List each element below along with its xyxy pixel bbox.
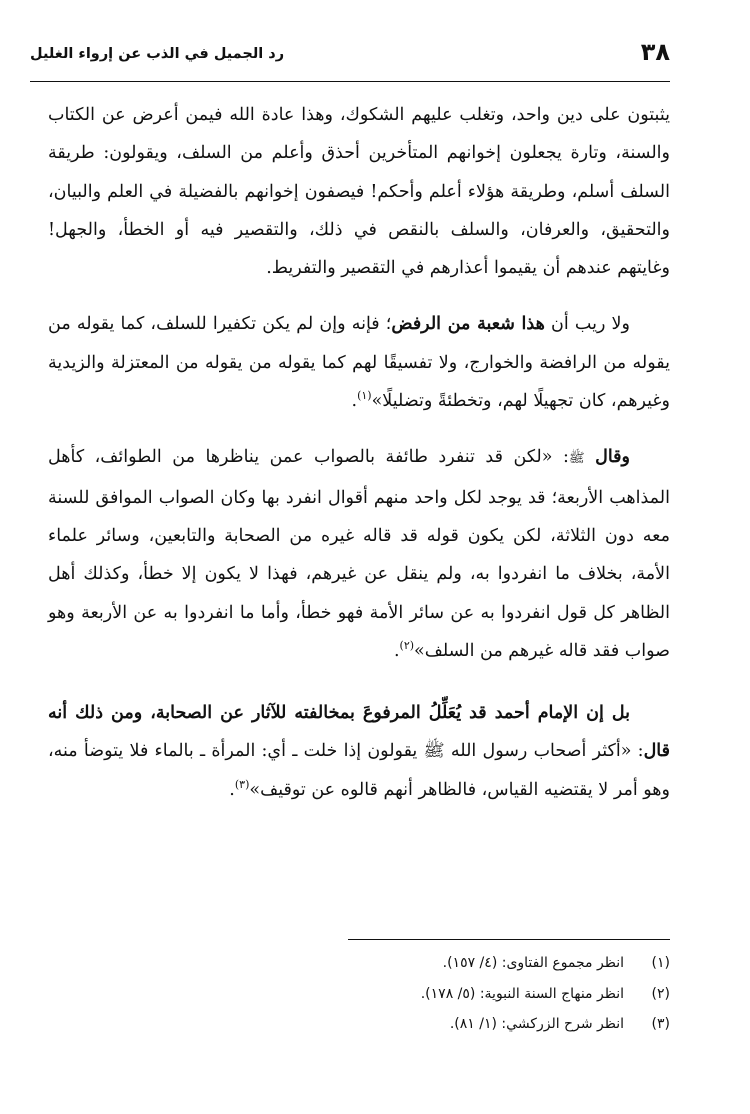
footnote-ref-3[interactable]: (٣) xyxy=(234,777,250,791)
paragraph-1-text: يثبتون على دين واحد، وتغلب عليهم الشكوك، وهذا عادة الله فيمن أعرض عن الكتاب والسنة، وتارة يجعلون إخوانهم المتأخرين أحذق وأعلم من السلف، ويقولون: طريقة السلف أسلم، وطريقة هؤلاء أعلم وأحكم! فيصفون إخوانهم بالفضيلة في العلم والبيان، والتحقيق، والعرفان، والسلف بالنقص في ذلك، والتقصير فيه أو الخطأ، والجهل! وغايتهم عندهم أن يقيموا أعذارهم في التقصير والتفريط. xyxy=(48,105,670,279)
body-text xyxy=(48,96,670,809)
footnotes xyxy=(100,948,670,1040)
paragraph-2-rest: ؛ فإنه وإن لم يكن تكفيرا للسلف، كما يقوله من يقوله من الرافضة والخوارج، ولا تفسيقًا لهم كما يقوله من يقوله من المعتزلة والزيدية وغيرهم، كان تجهيلًا لهم، وتخطئةً وتضليلًا» xyxy=(48,314,670,412)
footnote-ref-2[interactable]: (٢) xyxy=(399,639,415,653)
paragraph-2-lead: ولا ريب أن xyxy=(551,314,630,335)
paragraph-2-end: . xyxy=(351,391,358,412)
paragraph-3 xyxy=(48,438,670,670)
paragraph-4-bold: بل إن الإمام أحمد قد يُعَلِّلُ المرفوعَ بمخالفته للآثار عن الصحابة، ومن ذلك أنه قال xyxy=(48,703,670,762)
paragraph-3-end: . xyxy=(393,640,400,661)
footnote-2-text: انظر منهاج السنة النبوية: (٥/ ١٧٨). xyxy=(420,985,624,1002)
paragraph-4-rest: : «أكثر أصحاب رسول الله ﷺ يقولون إذا خلت ـ أي: المرأة ـ بالماء فلا يتوضأ منه، وهو أمر لا يقتضيه القياس، فالظاهر أنهم قالوه عن توقيف» xyxy=(48,741,670,800)
footnote-1 xyxy=(100,948,670,979)
honorific-icon: ﷺ xyxy=(568,451,585,467)
footnote-1-number: (١) xyxy=(651,955,670,971)
paragraph-2 xyxy=(48,305,670,420)
footnote-3 xyxy=(100,1009,670,1040)
footnote-3-text: انظر شرح الزركشي: (١/ ٨١). xyxy=(449,1016,624,1032)
footnote-1-text: انظر مجموع الفتاوى: (٤/ ١٥٧). xyxy=(442,955,624,971)
paragraph-4 xyxy=(48,694,670,809)
running-head xyxy=(30,36,670,76)
footnote-2 xyxy=(100,979,670,1010)
paragraph-2-bold: هذا شعبة من الرفض xyxy=(391,314,545,335)
footnote-2-number: (٢) xyxy=(651,985,670,1002)
header-rule xyxy=(30,81,670,82)
paragraph-3-rest: : «لكن قد تنفرد طائفة بالصواب عمن يناظرها من الطوائف، كأهل المذاهب الأربعة؛ قد يوجد لكل واحد منهم أقوال انفرد بها وكان الصواب الموافق للسنة معه دون الثلاثة، لكن يكون قوله قد قاله غيره من الصحابة والتابعين، وسائر علماء الأمة، بخلاف ما انفردوا به، ولم ينقل عن غيرهم، فهذا لا يكون إلا خطأ، وكذلك أهل الظاهر كل قول انفردوا به عن سائر الأمة فهو خطأ، وأما ما انفردوا به عن الأربعة وهو صواب فقد قاله غيرهم من السلف» xyxy=(48,447,670,661)
paragraph-1 xyxy=(48,96,670,287)
footnote-3-number: (٣) xyxy=(651,1016,670,1032)
running-title: رد الجميل في الذب عن إرواء الغليل xyxy=(30,46,285,62)
paragraph-3-lead: وقال xyxy=(595,447,630,468)
footnote-ref-1[interactable]: (١) xyxy=(357,389,372,403)
page-number: ٣٨ xyxy=(640,38,670,66)
footnote-rule xyxy=(348,939,670,940)
paragraph-4-end: . xyxy=(229,779,235,800)
